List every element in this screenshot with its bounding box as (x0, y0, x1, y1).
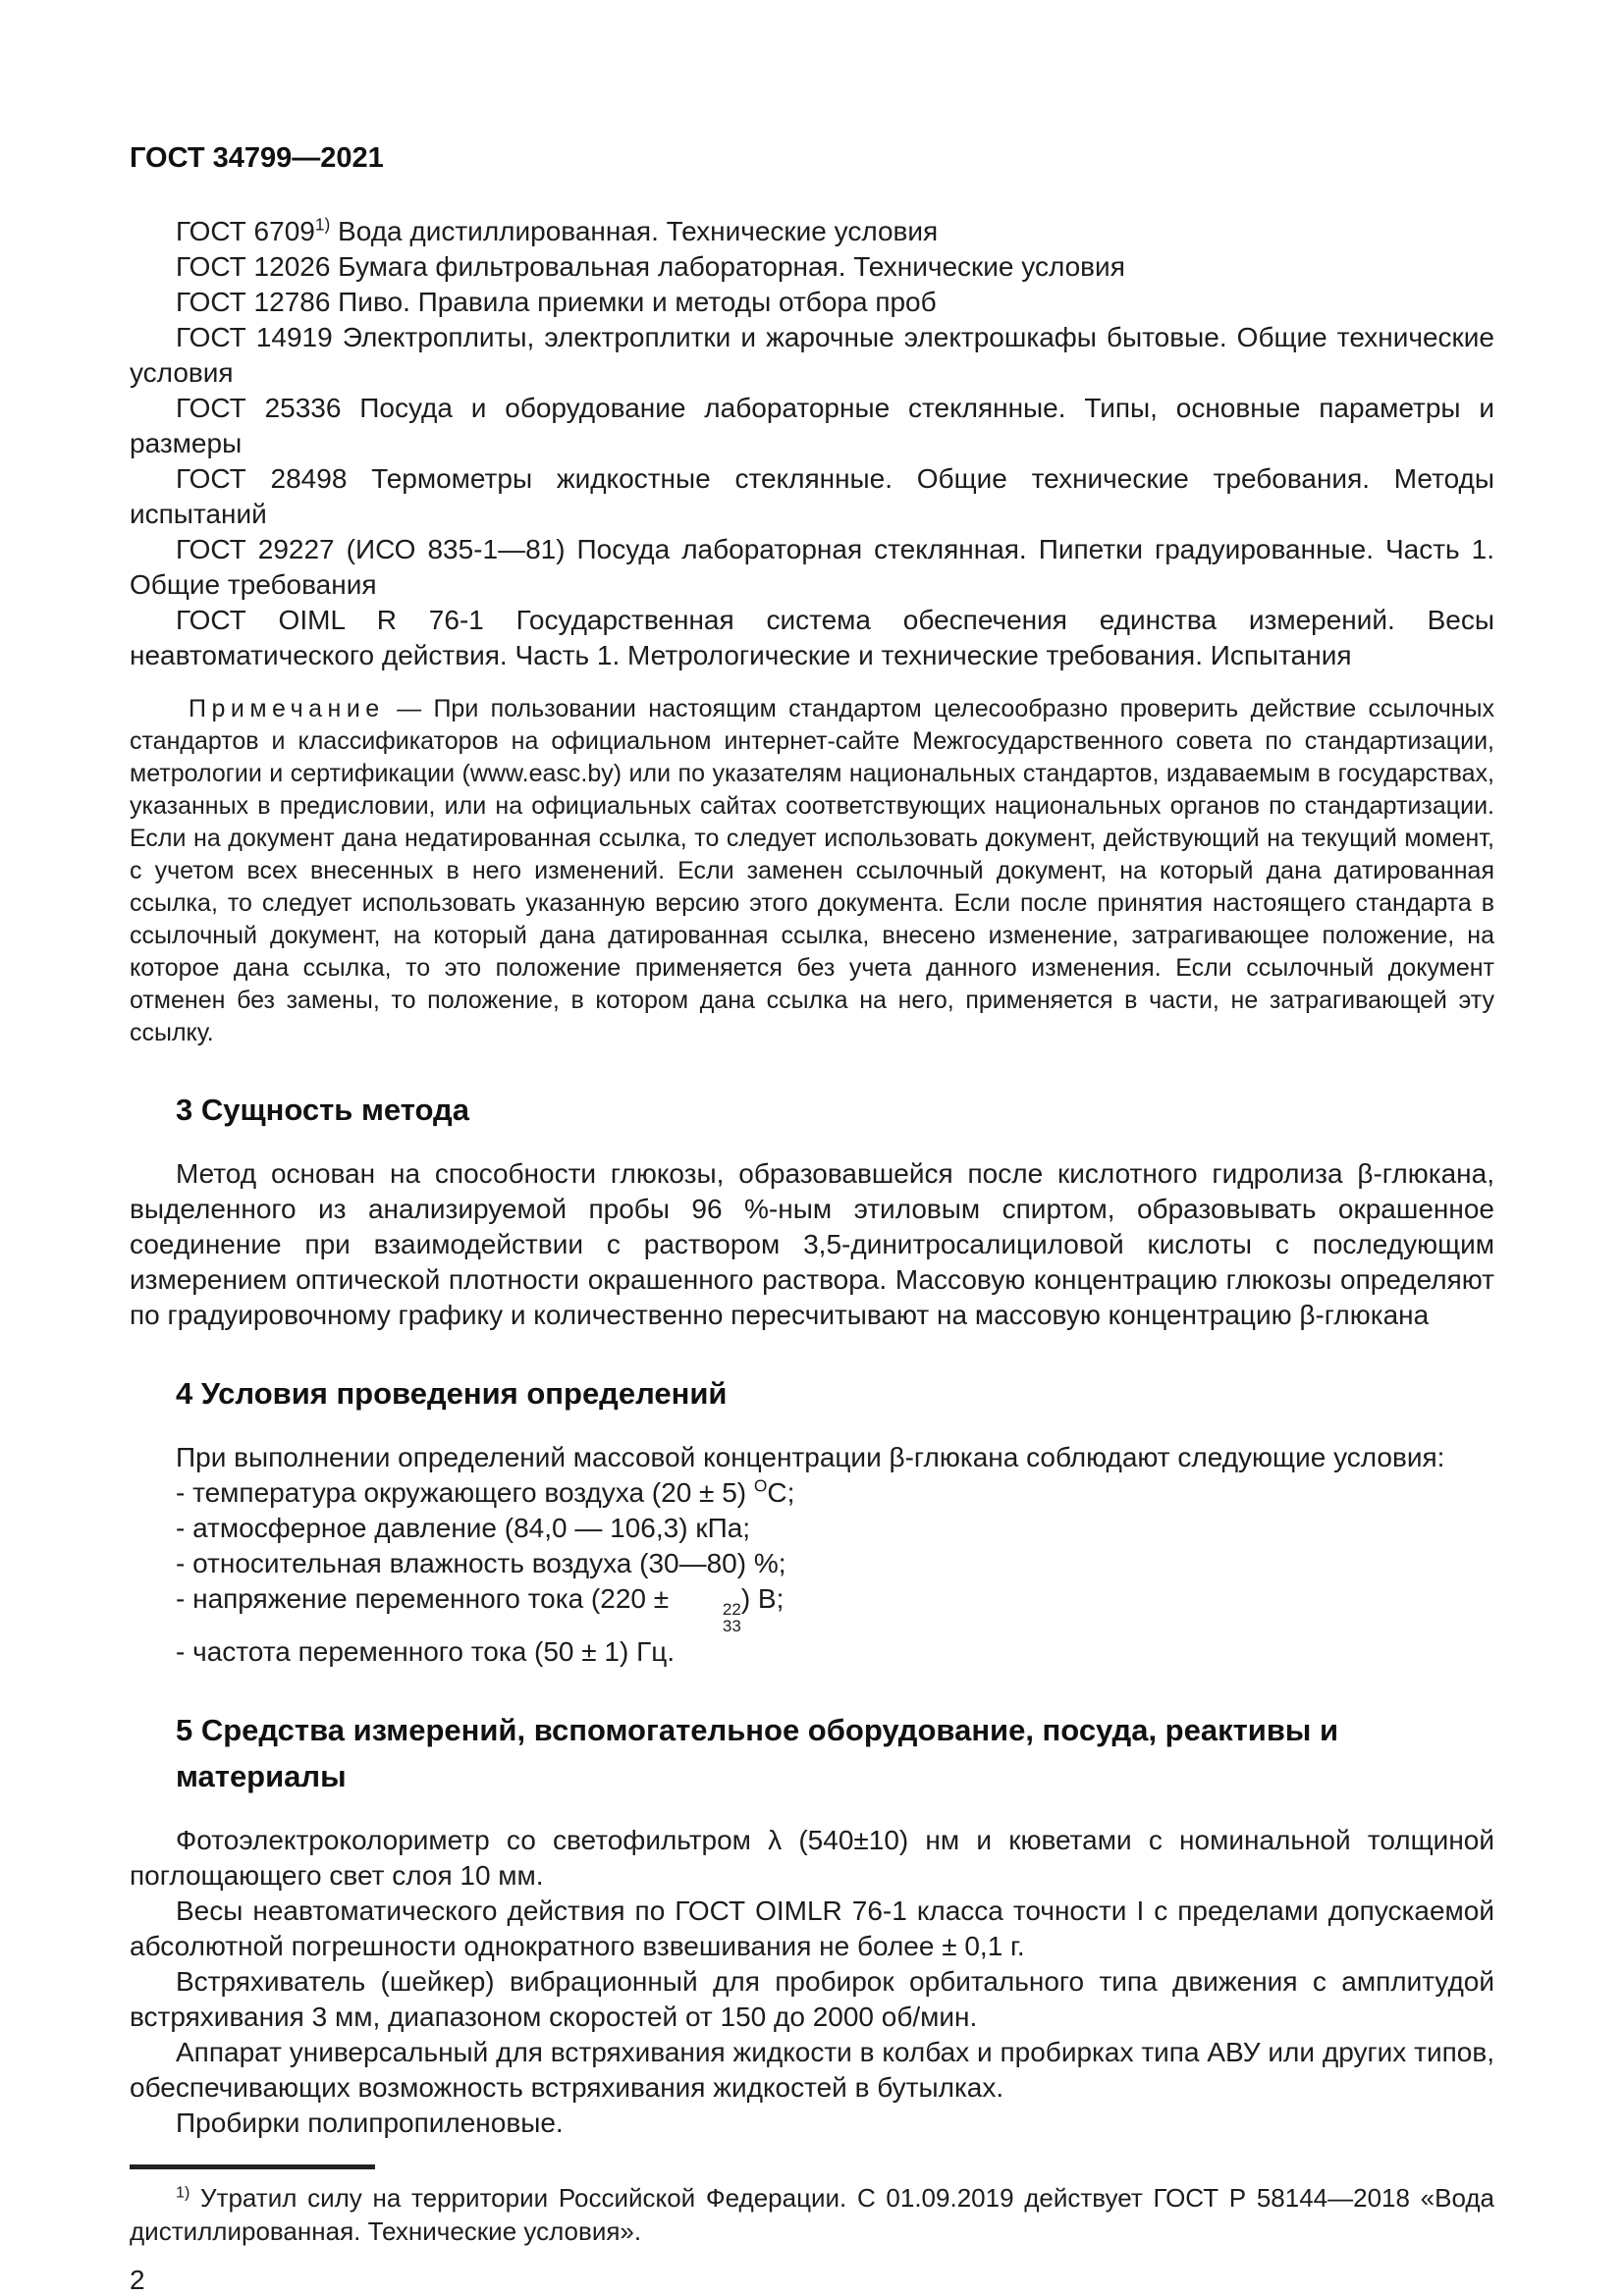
footnote-body: Утратил силу на территории Российской Федерации. С 01.09.2019 действует ГОСТ Р 58144—2018 «Вода дистиллированная. Технические условия». (130, 2183, 1494, 2246)
footnote-separator (130, 2164, 375, 2169)
reference-gost-oiml-r-76-1: ГОСТ OIML R 76-1 Государственная система обеспечения единства измерений. Весы неавтоматического действия. Часть 1. Метрологические и технические требования. Испытания (130, 605, 1494, 670)
reference-gost-12786: ГОСТ 12786 Пиво. Правила приемки и методы отбора проб (176, 287, 937, 317)
reference-gost-14919: ГОСТ 14919 Электроплиты, электроплитки и жарочные электрошкафы бытовые. Общие технические условия (130, 322, 1494, 388)
reference-gost-28498: ГОСТ 28498 Термометры жидкостные стеклянные. Общие технические требования. Методы испытаний (130, 463, 1494, 529)
section-4-heading: 4 Условия проведения определений (176, 1376, 728, 1411)
note-text: — При пользовании настоящим стандартом целесообразно проверить действие ссылочных стандартов и классификаторов на официальном интернет-сайте Межгосударственного совета по стандартизации, метрологии и сертификации (www.easc.by) или по указателям национальных стандартов, издаваемым в государствах, указанных в предисловии, или на официальных сайтах соответствующих национальных органов по стандартизации. Если на документ дана недатированная ссылка, то следует использовать документ, действующий на текущий момент, с учетом всех внесенных в него изменений. Если заменен ссылочный документ, на который дана датированная ссылка, то следует использовать указанную версию этого документа. Если после принятия настоящего стандарта в ссылочный документ, на который дана датированная ссылка, внесено изменение, затрагивающее положение, на которое дана ссылка, то это положение применяется без учета данного изменения. Если ссылочный документ отменен без замены, то положение, в котором дана ссылка на него, применяется в части, не затрагивающей эту ссылку. (130, 695, 1494, 1046)
section-3-paragraph: Метод основан на способности глюкозы, образовавшейся после кислотного гидролиза β-глюкана, выделенного из анализируемой пробы 96 %-ным этиловым спиртом, образовывать окрашенное соединение при взаимодействии с раствором 3,5-динитросалициловой кислоты с последующим измерением оптической плотности окрашенного раствора. Массовую концентрацию глюкозы определяют по градуировочному графику и количественно пересчитывают на массовую концентрацию β-глюкана (130, 1158, 1494, 1330)
degree-superscript: О (753, 1475, 768, 1496)
condition-text: ) В; (740, 1583, 785, 1614)
reference-gost-12026: ГОСТ 12026 Бумага фильтровальная лабораторная. Технические условия (176, 251, 1125, 282)
equipment-photocolorimeter: Фотоэлектроколориметр со светофильтром λ (540±10) нм и кюветами с номинальной толщиной поглощающего свет слоя 10 мм. (130, 1825, 1494, 1891)
equipment-shaker: Встряхиватель (шейкер) вибрационный для пробирок орбитального типа движения с амплитудой встряхивания 3 мм, диапазоном скоростей от 150 до 2000 об/мин. (130, 1966, 1494, 2032)
reference-gost-25336: ГОСТ 25336 Посуда и оборудование лабораторные стеклянные. Типы, основные параметры и размеры (130, 393, 1494, 458)
fraction-denominator: 33 (722, 1617, 741, 1635)
equipment-scales: Весы неавтоматического действия по ГОСТ OIMLR 76-1 класса точности I с пределами допускаемой абсолютной погрешности однократного взвешивания не более ± 0,1 г. (130, 1896, 1494, 1961)
document-number-header: ГОСТ 34799—2021 (130, 142, 384, 174)
reference-gost-6709 (130, 214, 1494, 249)
reference-gost-29227: ГОСТ 29227 (ИСО 835-1—81) Посуда лабораторная стеклянная. Пипетки градуированные. Часть 1. Общие требования (130, 534, 1494, 600)
footnote-block (130, 2164, 1494, 2248)
condition-text: - напряжение переменного тока (220 ± (176, 1583, 677, 1614)
note-label: Примечание (189, 695, 385, 722)
section-3-heading: 3 Сущность метода (176, 1093, 469, 1127)
condition-text: - температура окружающего воздуха (20 ± 5) (176, 1477, 754, 1508)
references-section (130, 214, 1494, 673)
page-number: 2 (130, 2265, 145, 2295)
section-5-body (130, 1823, 1494, 2141)
equipment-universal-apparatus: Аппарат универсальный для встряхивания жидкости в колбах и пробирках типа АВУ или других типов, обеспечивающих возможность встряхивания жидкостей в бутылках. (130, 2037, 1494, 2103)
voltage-tolerance-fraction (677, 1601, 741, 1634)
equipment-test-tubes: Пробирки полипропиленовые. (176, 2108, 564, 2138)
reference-text: Вода дистиллированная. Технические условия (330, 216, 939, 246)
condition-voltage (130, 1581, 1494, 1634)
condition-pressure: - атмосферное давление (84,0 — 106,3) кПа; (176, 1513, 751, 1543)
reference-text: ГОСТ 6709 (176, 216, 315, 246)
footnote-marker: 1) (176, 2183, 190, 2202)
condition-text: С; (767, 1477, 795, 1508)
section-4-intro: При выполнении определений массовой концентрации β-глюкана соблюдают следующие условия: (176, 1442, 1445, 1472)
note-paragraph (130, 693, 1494, 1049)
fraction-numerator: 22 (722, 1600, 741, 1619)
condition-frequency: - частота переменного тока (50 ± 1) Гц. (176, 1636, 676, 1667)
condition-humidity: - относительная влажность воздуха (30—80) %; (176, 1548, 786, 1578)
footnote-marker: 1) (314, 214, 331, 235)
section-5-heading: 5 Средства измерений, вспомогательное оборудование, посуда, реактивы и материалы (176, 1713, 1339, 1793)
footnote-text (130, 2181, 1494, 2248)
condition-temperature (130, 1475, 1494, 1511)
